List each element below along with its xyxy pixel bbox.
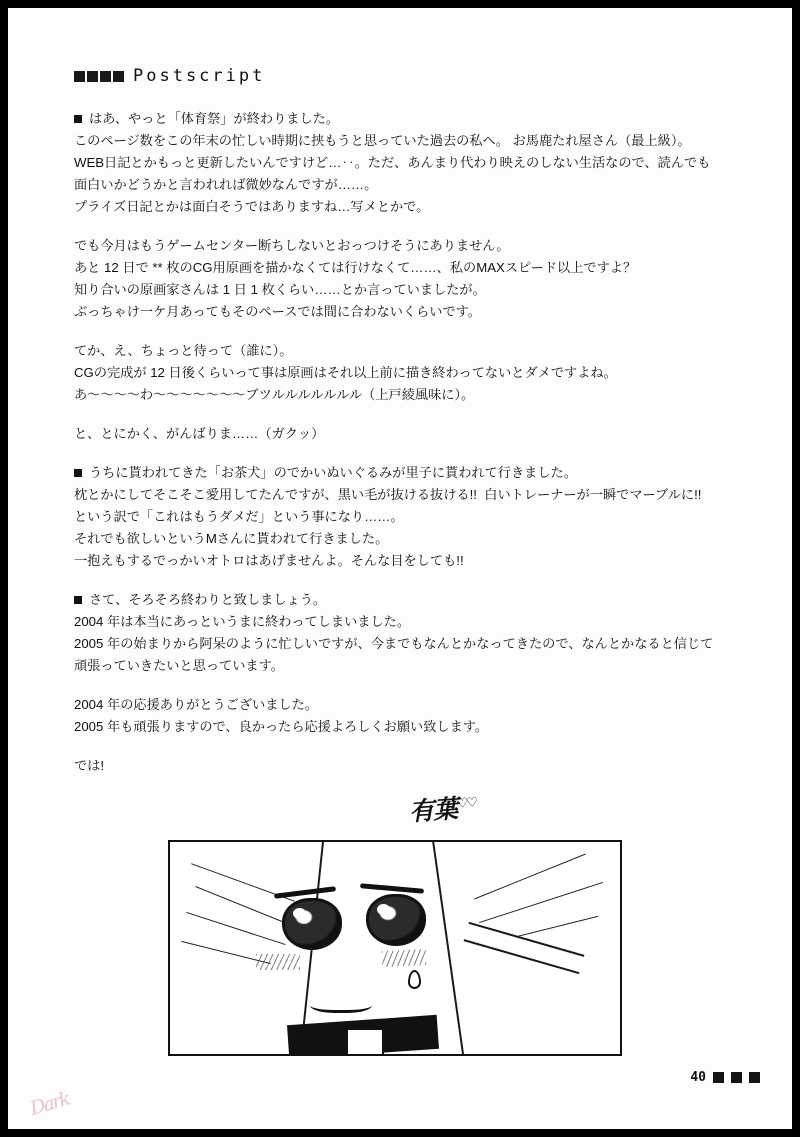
text-line: 2005 年の始まりから阿呆のように忙しいですが、今までもなんとかなってきたので、なんとかなると信じて	[74, 636, 714, 651]
text-block	[74, 589, 714, 677]
blush-right	[382, 949, 427, 967]
square-bullet-icon	[731, 1072, 742, 1083]
text-line: 2004 年は本当にあっというまに終わってしまいました。	[74, 614, 411, 629]
text-block	[74, 423, 714, 445]
text-line: CGの完成が 12 日後くらいって事は原画はそれ以上前に描き終わってないとダメですよね。	[74, 365, 617, 380]
artist-signature	[408, 788, 478, 829]
text-line: 2005 年も頑張りますので、良かったら応援よろしくお願い致します。	[74, 719, 489, 734]
page-number: 40	[690, 1070, 706, 1085]
illustration-artwork	[170, 842, 620, 1054]
text-line: てか、え、ちょっと待って（誰に）。	[74, 343, 293, 358]
square-bullet-icon	[74, 71, 124, 82]
eye-right	[366, 894, 426, 946]
signature-area	[74, 794, 714, 834]
collar-tag	[346, 1028, 384, 1054]
page-title-label: Postscript	[133, 66, 266, 86]
square-bullet-icon	[749, 1072, 760, 1083]
manga-page	[8, 8, 792, 1129]
text-line: と、とにかく、がんばりま……（ガクッ）	[74, 426, 325, 441]
text-line: でも今月はもうゲームセンター断ちしないとおっつけそうにありません。	[74, 238, 510, 253]
text-block	[74, 340, 714, 406]
text-block	[74, 755, 714, 777]
heart-icon: ♡♡	[456, 795, 477, 812]
signature-text: 有葉	[408, 794, 459, 827]
mouth	[310, 994, 372, 1013]
text-line: という訳で「これはもうダメだ」という事になり……。	[74, 509, 404, 524]
text-line: 一抱えもするでっかいオトロはあげませんよ。そんな目をしても!!	[74, 553, 464, 568]
text-line: 2004 年の応援ありがとうございました。	[74, 697, 318, 712]
text-line: あ〜〜〜〜わ〜〜〜〜〜〜〜ブツルルルルルルル（上戸綾風味に）。	[74, 387, 475, 402]
text-line: WEB日記とかもっと更新したいんですけど…‥。ただ、あんまり代わり映えのしない生活なので、読んでも	[74, 155, 711, 170]
text-block	[74, 462, 714, 572]
blush-left	[256, 954, 300, 970]
square-bullet-icon	[713, 1072, 724, 1083]
text-line: 枕とかにしてそこそこ愛用してたんですが、黒い毛が抜ける抜ける!! 白いトレーナーが一瞬でマーブルに!!	[74, 487, 702, 502]
text-line: それでも欲しいというMさんに貰われて行きました。	[74, 531, 389, 546]
illustration-panel	[168, 840, 622, 1056]
text-line: さて、そろそろ終わりと致しましょう。	[74, 589, 714, 611]
text-line: プライズ日記とかは面白そうではありますね…写メとかで。	[74, 199, 430, 214]
page-content	[74, 66, 714, 1056]
text-line: では!	[74, 758, 105, 773]
text-block	[74, 235, 714, 323]
text-block	[74, 694, 714, 738]
text-line: このページ数をこの年末の忙しい時期に挟もうと思っていた過去の私へ。 お馬鹿たれ屋さん（最上級）。	[74, 133, 691, 148]
text-block	[74, 108, 714, 218]
text-line: うちに貰われてきた「お茶犬」のでかいぬいぐるみが里子に貰われて行きました。	[74, 462, 714, 484]
eye-left	[282, 898, 342, 950]
text-line: あと 12 日で ** 枚のCG用原画を描かなくては行けなくて……、私のMAXスピード以上ですよ？	[74, 260, 637, 275]
text-line: 知り合いの原画家さんは 1 日 1 枚くらい……とか言っていましたが。	[74, 282, 486, 297]
page-title	[74, 66, 714, 86]
text-line: 面白いかどうかと言われれば微妙なんですが……。	[74, 177, 378, 192]
corner-watermark: Dark	[27, 1088, 72, 1120]
text-line: はあ、やっと「体育祭」が終わりました。	[74, 108, 714, 130]
text-line: ぶっちゃけ一ケ月あってもそのペースでは間に合わないくらいです。	[74, 304, 481, 319]
sweat-drop-icon	[408, 970, 421, 989]
page-footer	[690, 1070, 760, 1085]
text-line: 頑張っていきたいと思っています。	[74, 658, 284, 673]
